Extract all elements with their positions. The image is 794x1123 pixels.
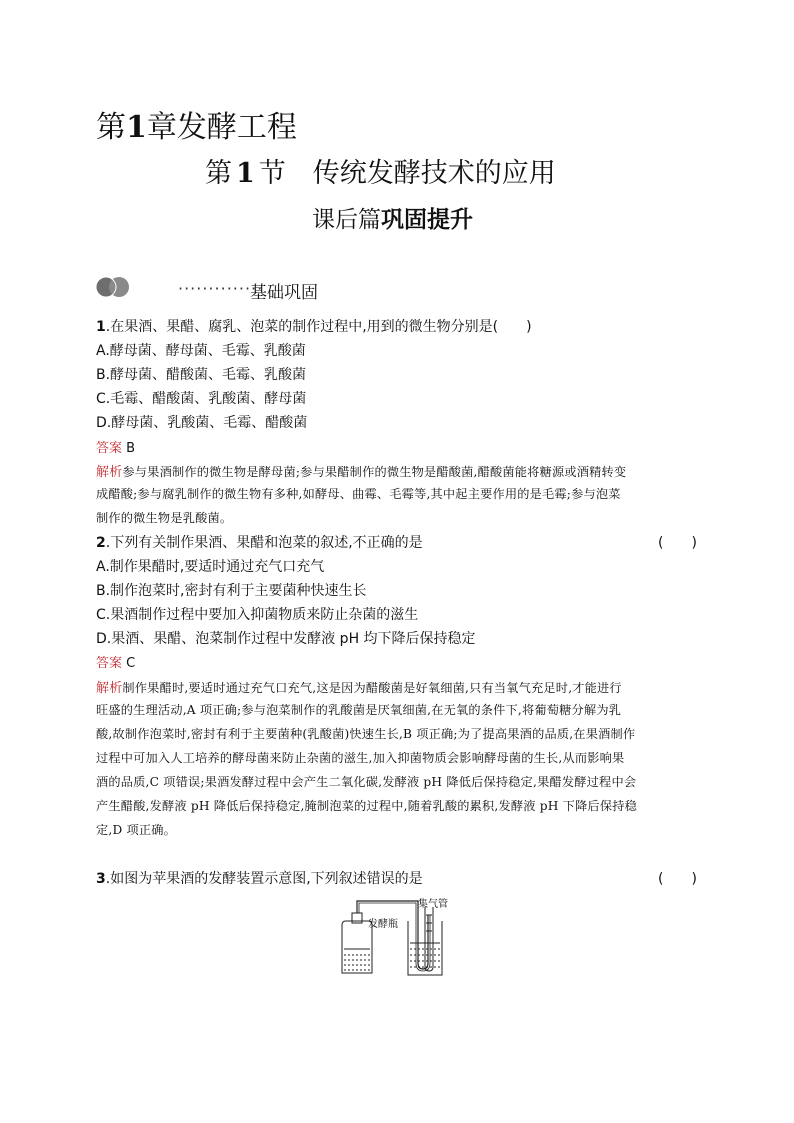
q2-explanation-line: 产生醋酸,发酵液 pH 降低后保持稳定,腌制泡菜的过程中,随着乳酸的累积,发酵液 pH 下降后保持稳 <box>96 799 637 813</box>
q2-option-c: C.果酒制作过程中要加入抑菌物质来防止杂菌的滋生 <box>96 607 419 623</box>
q2-explanation-line: 旺盛的生理活动,A 项正确;参与泡菜制作的乳酸菌是厌氧细菌,在无氧的条件下,将葡萄糖分解为乳 <box>96 703 622 717</box>
q2-explanation-line: 过程中可加入人工培养的酵母菌来防止杂菌的滋生,加入抑菌物质会影响酵母菌的生长,从而影响果 <box>96 751 625 765</box>
dotted-leader: ·············· <box>178 279 264 298</box>
fermentation-apparatus-diagram <box>330 893 470 978</box>
q1-answer: 答案 B <box>96 441 136 456</box>
q2-explanation-line: 酸,故制作泡菜时,密封有利于主要菌种(乳酸菌)快速生长,B 项正确;为了提高果酒的品质,在果酒制作 <box>96 727 636 741</box>
q1-option-a: A.酵母菌、酵母菌、毛霉、乳酸菌 <box>96 343 306 359</box>
q2-option-d: D.果酒、果醋、泡菜制作过程中发酵液 pH 均下降后保持稳定 <box>96 631 476 647</box>
q2-answer-blank: ( ) <box>658 535 697 551</box>
question-1: 1.在果酒、果醋、腐乳、泡菜的制作过程中,用到的微生物分别是( ) <box>96 319 532 335</box>
subtitle: 课后篇巩固提升 <box>312 207 473 233</box>
q1-option-b: B.酵母菌、醋酸菌、毛霉、乳酸菌 <box>96 367 307 383</box>
q1-explanation-line: 解析参与果酒制作的微生物是酵母菌;参与果醋制作的微生物是醋酸菌,醋酸菌能将糖源或酒精转变 <box>96 465 627 480</box>
q1-option-c: C.毛霉、醋酸菌、乳酸菌、酵母菌 <box>96 391 307 407</box>
chapter-title: 第1章发酵工程 <box>96 110 297 145</box>
question-3: 3.如图为苹果酒的发酵装置示意图,下列叙述错误的是 <box>96 871 423 887</box>
q2-option-a: A.制作果醋时,要适时通过充气口充气 <box>96 559 325 575</box>
q1-option-d: D.酵母菌、乳酸菌、毛霉、醋酸菌 <box>96 415 308 431</box>
q1-explanation-line: 成醋酸;参与腐乳制作的微生物有多种,如酵母、曲霉、毛霉等,其中起主要作用的是毛霉;参与泡菜 <box>96 487 621 501</box>
q2-explanation-line: 酒的品质,C 项错误;果酒发酵过程中会产生二氧化碳,发酵液 pH 降低后保持稳定,果醋发酵过程中会 <box>96 775 637 789</box>
section-label: 基础巩固 <box>250 283 318 303</box>
q3-answer-blank: ( ) <box>658 871 697 887</box>
q2-explanation-line: 定,D 项正确。 <box>96 823 177 837</box>
q2-explanation-line: 解析制作果醋时,要适时通过充气口充气,这是因为醋酸菌是好氧细菌,只有当氧气充足时,才能进行 <box>96 681 622 696</box>
section-title: 第 1 节 传统发酵技术的应用 <box>205 158 556 189</box>
q2-option-b: B.制作泡菜时,密封有利于主要菌种快速生长 <box>96 583 367 599</box>
q1-explanation-line: 制作的微生物是乳酸菌。 <box>96 511 233 525</box>
label-fermentation-bottle: 发酵瓶 <box>368 919 398 930</box>
q2-answer: 答案 C <box>96 656 136 671</box>
label-gas-tube: 集气管 <box>418 899 448 910</box>
section-badge-icon <box>92 276 140 298</box>
question-2: 2.下列有关制作果酒、果醋和泡菜的叙述,不正确的是 <box>96 535 423 551</box>
